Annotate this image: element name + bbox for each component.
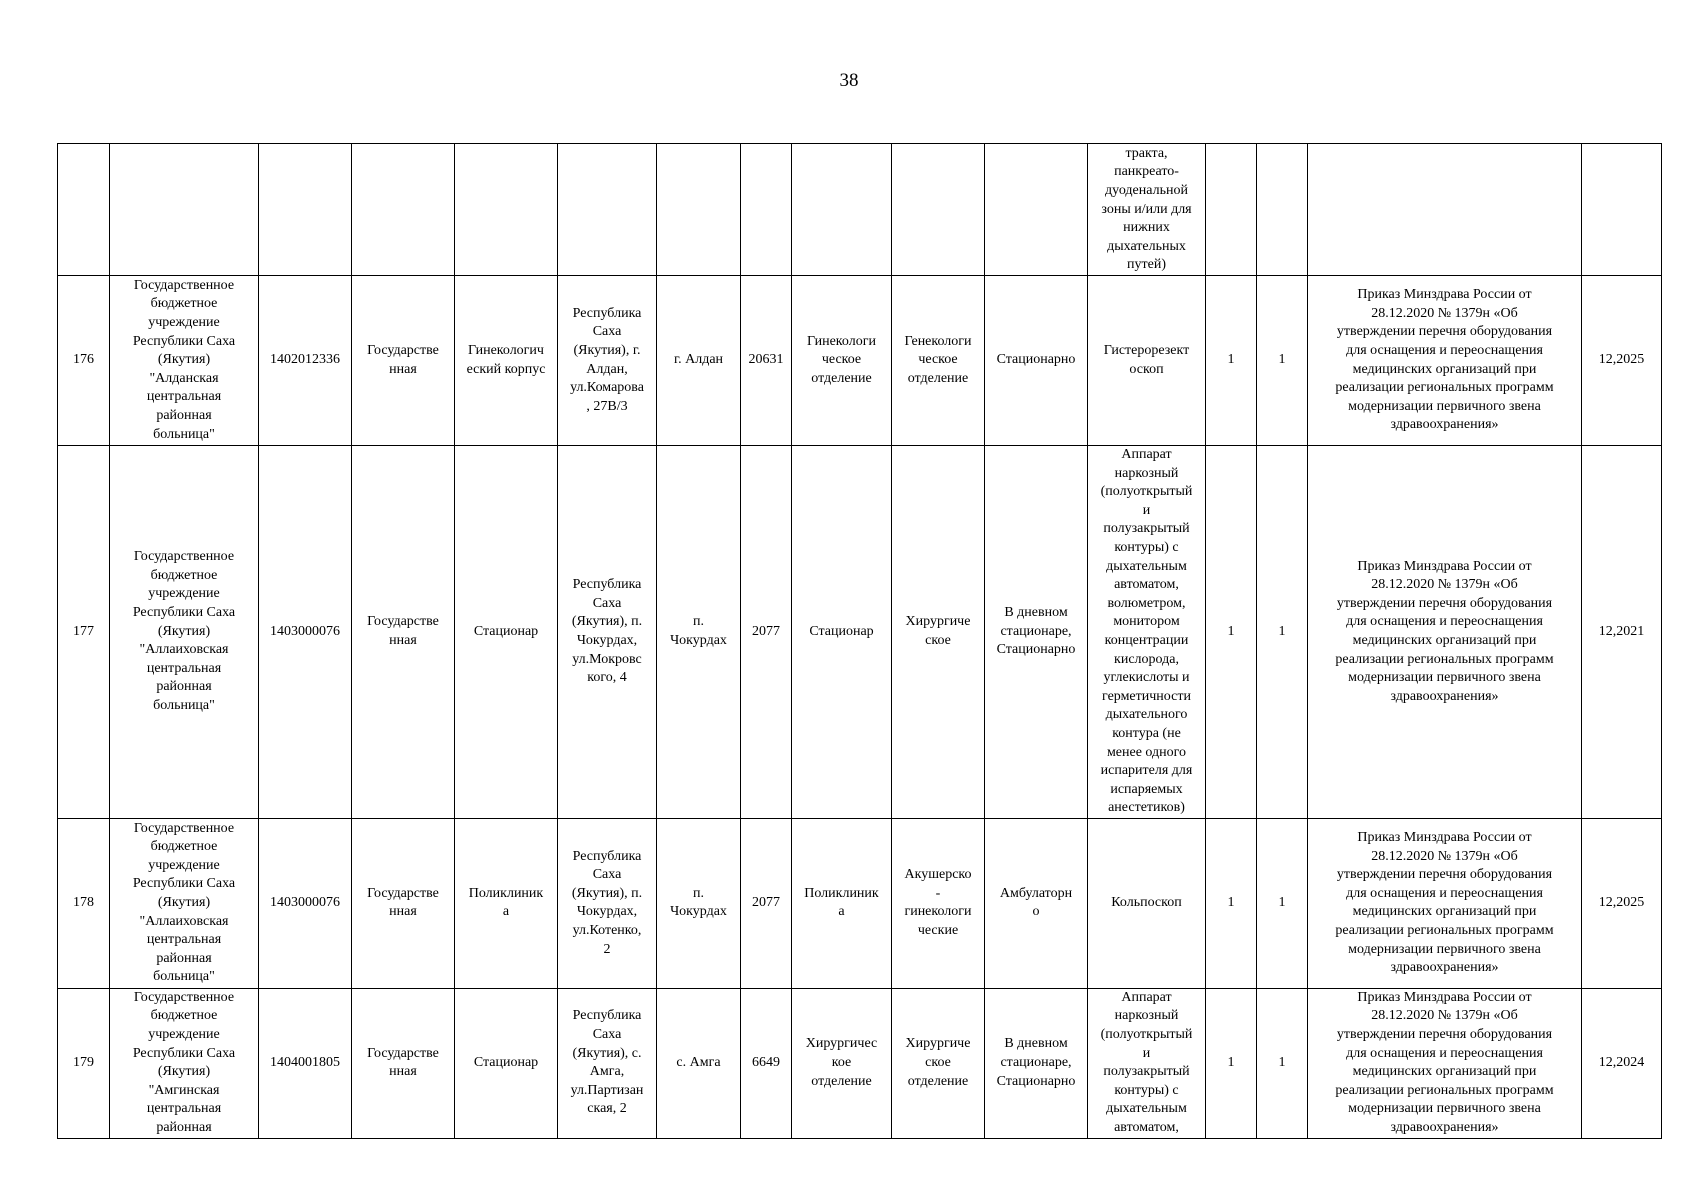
cell-equipment <box>1088 446 1206 819</box>
cell-building <box>455 446 558 819</box>
cell-empty <box>58 144 110 276</box>
cell-profile <box>892 988 985 1138</box>
cell-department <box>792 818 892 988</box>
cell-empty <box>741 144 792 276</box>
cell-inn <box>259 988 352 1138</box>
date: 12,2025 <box>1598 895 1645 911</box>
department: Хирургичес кое отделение <box>805 1036 878 1089</box>
cell-quantity <box>1206 446 1257 819</box>
cell-equipment <box>1088 818 1206 988</box>
cell-department <box>792 988 892 1138</box>
equipment-text: Аппарат наркозный (полуоткрытый и полузакрытый контуры) с дыхательным автоматом, волюметром, монитором концентрации кислорода, углекислоты и герметичности дыхательного контура (не менее одного испарителя для испаряемых анестетиков) <box>1100 447 1193 816</box>
profile: Генекологи ческое отделение <box>904 333 972 386</box>
cell-quantity <box>1206 818 1257 988</box>
cell-date <box>1582 818 1662 988</box>
table-row-continuation <box>58 144 1662 276</box>
inn: 1402012336 <box>270 352 340 368</box>
cell-empty <box>110 144 259 276</box>
cell-department <box>792 276 892 446</box>
cell-profile <box>892 276 985 446</box>
cell-empty <box>1308 144 1582 276</box>
cell-population <box>741 988 792 1138</box>
cell-profile <box>892 818 985 988</box>
cell-empty <box>455 144 558 276</box>
cell-department <box>792 446 892 819</box>
cell-ownership <box>352 988 455 1138</box>
population: 20631 <box>748 352 784 368</box>
cell-number <box>58 446 110 819</box>
ownership: Государстве нная <box>367 1045 439 1080</box>
cell-equipment <box>1088 988 1206 1138</box>
cell-empty <box>1257 144 1308 276</box>
population: 2077 <box>752 895 780 911</box>
cell-address <box>558 988 657 1138</box>
quantity: 1 <box>1227 895 1235 911</box>
table-row <box>58 276 1662 446</box>
cell-quantity <box>1206 988 1257 1138</box>
profile: Хирургиче ское <box>905 614 971 648</box>
cell-locality <box>657 818 741 988</box>
inn: 1403000076 <box>270 895 340 911</box>
table-row <box>58 818 1662 988</box>
organization-name: Государственное бюджетное учреждение Республики Саха (Якутия) "Аллаиховская центральная районная больница" <box>132 820 236 985</box>
care-form: В дневном стационаре, Стационарно <box>996 1036 1076 1089</box>
care-form: Амбулаторн о <box>999 885 1073 920</box>
row-number: 176 <box>73 352 94 368</box>
cell-equipment <box>1088 144 1206 276</box>
cell-organization <box>110 276 259 446</box>
cell-address <box>558 818 657 988</box>
row-number: 178 <box>73 895 94 911</box>
quantity: 1 <box>1278 895 1286 911</box>
cell-number <box>58 818 110 988</box>
table-row <box>58 988 1662 1138</box>
quantity: 1 <box>1227 1054 1235 1070</box>
cell-population <box>741 818 792 988</box>
cell-number <box>58 276 110 446</box>
population: 2077 <box>752 623 780 639</box>
care-form: Стационарно <box>996 352 1076 368</box>
basis-text: Приказ Минздрава России от 28.12.2020 № 1379н «Об утверждении перечня оборудования для оснащения и переоснащения медицинских организаций при реализации региональных программ модернизации первичного звена здравоохранения» <box>1335 558 1554 704</box>
cell-quantity <box>1206 276 1257 446</box>
inn: 1403000076 <box>270 623 340 639</box>
cell-building <box>455 276 558 446</box>
cell-empty <box>558 144 657 276</box>
cell-equipment <box>1088 276 1206 446</box>
basis-text: Приказ Минздрава России от 28.12.2020 № 1379н «Об утверждении перечня оборудования для оснащения и переоснащения медицинских организаций при реализации региональных программ модернизации первичного звена здравоохранения» <box>1335 830 1554 976</box>
equipment-text: тракта, панкреато- дуоденальной зоны и/или для нижних дыхательных путей) <box>1101 145 1192 273</box>
organization-name: Государственное бюджетное учреждение Республики Саха (Якутия) "Амгинская центральная районная <box>132 989 236 1136</box>
cell-address <box>558 276 657 446</box>
cell-date <box>1582 446 1662 819</box>
cell-inn <box>259 818 352 988</box>
quantity: 1 <box>1278 1054 1286 1070</box>
cell-basis <box>1308 276 1582 446</box>
quantity: 1 <box>1227 623 1235 639</box>
organization-name: Государственное бюджетное учреждение Республики Саха (Якутия) "Аллаиховская центральная районная больница" <box>132 549 236 714</box>
cell-building <box>455 818 558 988</box>
cell-ownership <box>352 818 455 988</box>
population: 6649 <box>752 1054 780 1070</box>
ownership: Государстве нная <box>367 885 439 920</box>
equipment-text: Гистерорезект оскоп <box>1103 342 1190 377</box>
cell-profile <box>892 446 985 819</box>
cell-quantity <box>1257 446 1308 819</box>
date: 12,2024 <box>1598 1054 1645 1070</box>
cell-inn <box>259 276 352 446</box>
cell-basis <box>1308 446 1582 819</box>
cell-empty <box>792 144 892 276</box>
address: Республика Саха (Якутия), п. Чокурдах, ул.Котенко, 2 <box>571 848 643 957</box>
cell-date <box>1582 276 1662 446</box>
cell-population <box>741 276 792 446</box>
cell-empty <box>352 144 455 276</box>
cell-locality <box>657 276 741 446</box>
basis-text: Приказ Минздрава России от 28.12.2020 № 1379н «Об утверждении перечня оборудования для оснащения и переоснащения медицинских организаций при реализации региональных программ модернизации первичного звена здравоохранения» <box>1335 287 1554 433</box>
cell-care-form <box>985 276 1088 446</box>
equipment-text: Аппарат наркозный (полуоткрытый и полузакрытый контуры) с дыхательным автоматом, <box>1100 989 1193 1136</box>
cell-address <box>558 446 657 819</box>
cell-building <box>455 988 558 1138</box>
cell-number <box>58 988 110 1138</box>
locality: п. Чокурдах <box>670 614 727 648</box>
building: Стационар <box>473 1054 539 1070</box>
profile: Акушерско - гинекологи ческие <box>904 867 972 938</box>
ownership: Государстве нная <box>367 342 439 377</box>
cell-empty <box>892 144 985 276</box>
cell-basis <box>1308 988 1582 1138</box>
cell-basis <box>1308 818 1582 988</box>
page-number: 38 <box>839 70 859 91</box>
cell-empty <box>1582 144 1662 276</box>
cell-locality <box>657 446 741 819</box>
organization-name: Государственное бюджетное учреждение Республики Саха (Якутия) "Алданская центральная районная больница" <box>132 277 236 442</box>
department: Гинекологи ческое отделение <box>807 333 876 386</box>
cell-care-form <box>985 988 1088 1138</box>
quantity: 1 <box>1227 352 1235 368</box>
profile: Хирургиче ское отделение <box>905 1036 971 1089</box>
building: Стационар <box>473 623 539 639</box>
row-number: 179 <box>73 1054 94 1070</box>
address: Республика Саха (Якутия), п. Чокурдах, ул.Мокровс кого, 4 <box>571 577 643 686</box>
cell-quantity <box>1257 988 1308 1138</box>
row-number: 177 <box>73 623 94 639</box>
cell-empty <box>985 144 1088 276</box>
cell-organization <box>110 446 259 819</box>
cell-organization <box>110 818 259 988</box>
cell-empty <box>259 144 352 276</box>
department: Стационар <box>809 623 874 639</box>
care-form: В дневном стационаре, Стационарно <box>996 605 1076 658</box>
cell-locality <box>657 988 741 1138</box>
cell-population <box>741 446 792 819</box>
cell-ownership <box>352 446 455 819</box>
inn: 1404001805 <box>270 1054 340 1070</box>
equipment-text: Кольпоскоп <box>1111 895 1182 911</box>
cell-organization <box>110 988 259 1138</box>
address: Республика Саха (Якутия), с. Амга, ул.Партизан ская, 2 <box>570 1008 644 1117</box>
cell-empty <box>657 144 741 276</box>
locality: п. Чокурдах <box>670 885 727 920</box>
table-row <box>58 446 1662 819</box>
equipment-table <box>57 143 1662 1139</box>
cell-date <box>1582 988 1662 1138</box>
department: Поликлиник а <box>804 885 879 920</box>
locality: г. Алдан <box>673 352 724 368</box>
date: 12,2025 <box>1598 352 1645 368</box>
cell-empty <box>1206 144 1257 276</box>
building: Поликлиник а <box>468 885 544 920</box>
quantity: 1 <box>1278 352 1286 368</box>
cell-care-form <box>985 818 1088 988</box>
cell-care-form <box>985 446 1088 819</box>
cell-quantity <box>1257 818 1308 988</box>
cell-inn <box>259 446 352 819</box>
address: Республика Саха (Якутия), г. Алдан, ул.Комарова , 27В/3 <box>570 305 644 414</box>
date: 12,2021 <box>1598 623 1645 639</box>
ownership: Государстве нная <box>367 614 439 648</box>
building: Гинекологич еский корпус <box>466 342 546 377</box>
locality: с. Амга <box>676 1054 721 1070</box>
cell-ownership <box>352 276 455 446</box>
cell-quantity <box>1257 276 1308 446</box>
quantity: 1 <box>1278 623 1286 639</box>
basis-text: Приказ Минздрава России от 28.12.2020 № 1379н «Об утверждении перечня оборудования для оснащения и переоснащения медицинских организаций при реализации региональных программ модернизации первичного звена здравоохранения» <box>1335 989 1554 1136</box>
